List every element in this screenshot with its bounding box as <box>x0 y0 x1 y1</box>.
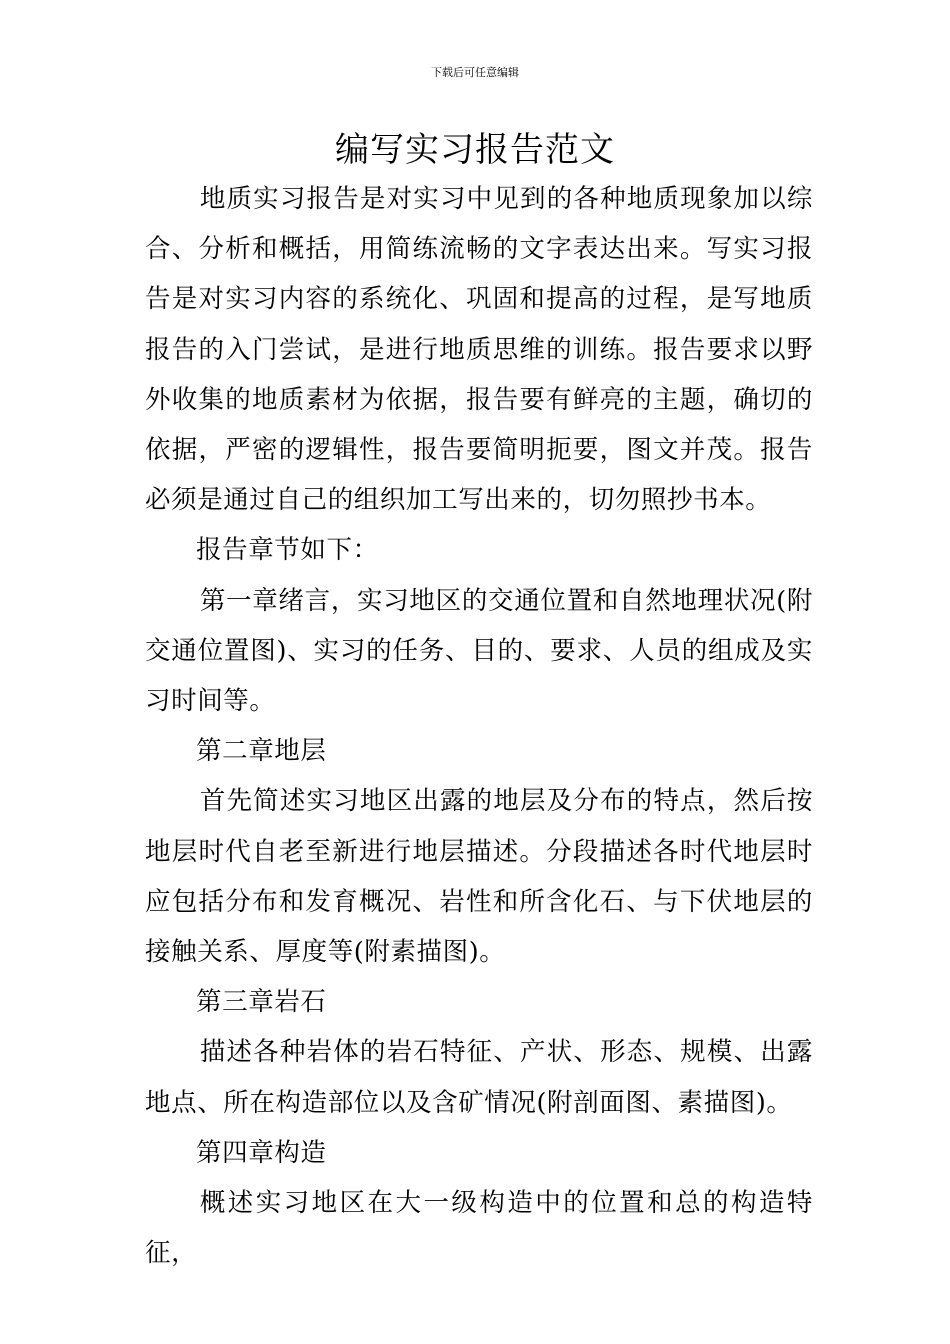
chapter-two-paragraph: 首先简述实习地区出露的地层及分布的特点，然后按地层时代自老至新进行地层描述。分段描述各时代地层时应包括分布和发育概况、岩性和所含化石、与下伏地层的接触关系、厚度等(附素描图)。 <box>145 786 813 968</box>
document-body <box>145 174 813 1278</box>
chapters-intro-line: 报告章节如下： <box>196 535 379 566</box>
chapter-two-heading: 第二章地层 <box>196 736 327 767</box>
chapter-four-heading: 第四章构造 <box>196 1137 327 1168</box>
intro-paragraph: 地质实习报告是对实习中见到的各种地质现象加以综合、分析和概括，用简练流畅的文字表达出来。写实习报告是对实习内容的系统化、巩固和提高的过程，是写地质报告的入门尝试，是进行地质思维的训练。报告要求以野外收集的地质素材为依据，报告要有鲜亮的主题，确切的依据，严密的逻辑性，报告要简明扼要，图文并茂。报告必须是通过自己的组织加工写出来的，切勿照抄书本。 <box>145 184 813 516</box>
chapter-three-paragraph: 描述各种岩体的岩石特征、产状、形态、规模、出露地点、所在构造部位以及含矿情况(附剖面图、素描图)。 <box>145 1037 813 1118</box>
chapter-three-heading: 第三章岩石 <box>196 987 327 1018</box>
document-title: 编写实习报告范文 <box>335 130 615 170</box>
chapter-one-paragraph: 第一章绪言，实习地区的交通位置和自然地理状况(附交通位置图)、实习的任务、目的、要求、人员的组成及实习时间等。 <box>145 585 813 717</box>
chapter-four-paragraph: 概述实习地区在大一级构造中的位置和总的构造特征， <box>145 1188 813 1269</box>
page-header-note: 下载后可任意编辑 <box>431 66 519 79</box>
